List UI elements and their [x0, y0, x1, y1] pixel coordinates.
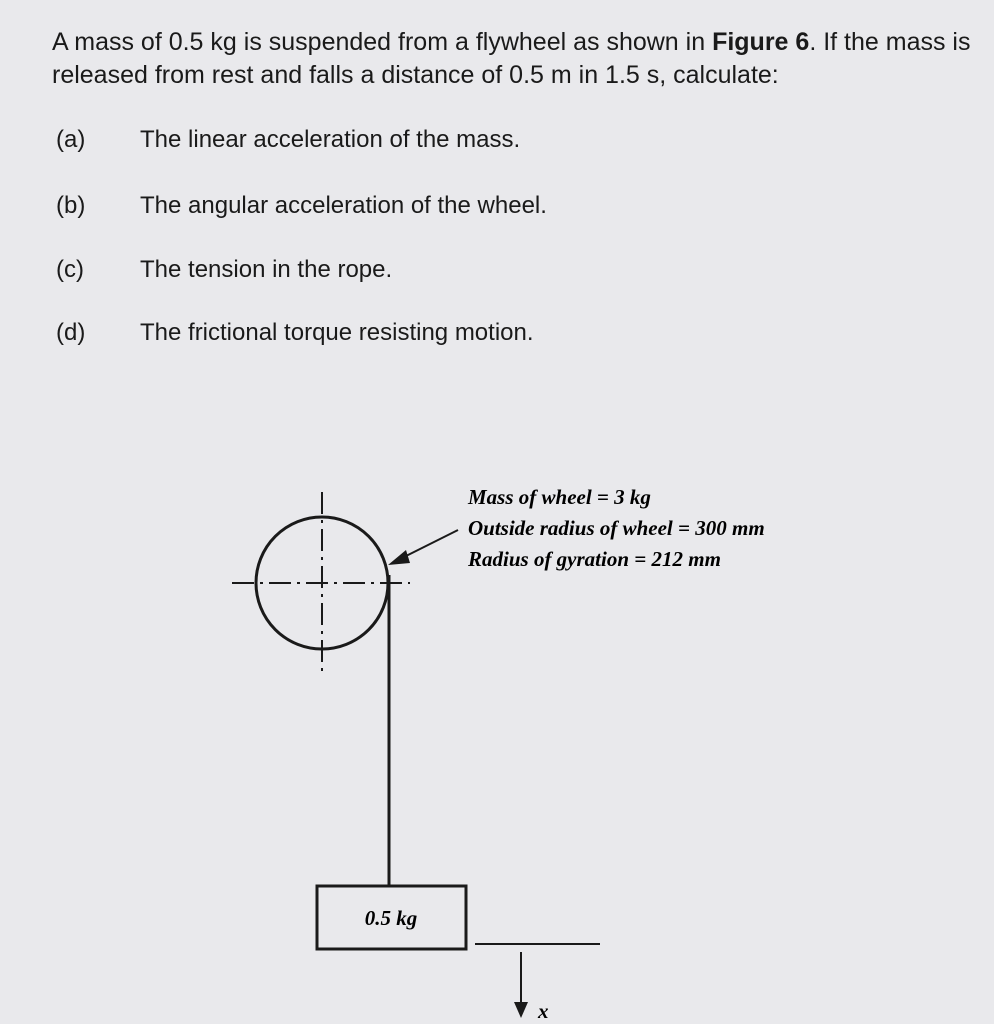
leader-arrowhead	[388, 550, 410, 565]
intro-text-after: . If the mass is released from rest and falls a distance of 0.5 m in 1.5 s, calculate:	[52, 28, 971, 89]
question-label: (c)	[56, 256, 84, 283]
x-arrowhead	[514, 1002, 528, 1018]
question-text: The frictional torque resisting motion.	[140, 319, 534, 346]
note-outside-radius: Outside radius of wheel = 300 mm	[468, 516, 765, 540]
leader-line	[402, 530, 458, 558]
figure-reference: Figure 6	[712, 28, 810, 56]
question-label: (a)	[56, 126, 86, 153]
question-label: (b)	[56, 192, 86, 219]
note-wheel-mass: Mass of wheel = 3 kg	[468, 485, 651, 509]
note-radius-of-gyration: Radius of gyration = 212 mm	[468, 547, 721, 571]
x-axis-label: x	[538, 999, 549, 1023]
intro-text-before: A mass of 0.5 kg is suspended from a flywheel as shown in	[52, 28, 713, 56]
question-text: The linear acceleration of the mass.	[140, 126, 521, 153]
mass-label: 0.5 kg	[364, 906, 418, 930]
question-text: The angular acceleration of the wheel.	[140, 192, 547, 219]
question-text: The tension in the rope.	[140, 256, 393, 283]
question-label: (d)	[56, 319, 86, 346]
